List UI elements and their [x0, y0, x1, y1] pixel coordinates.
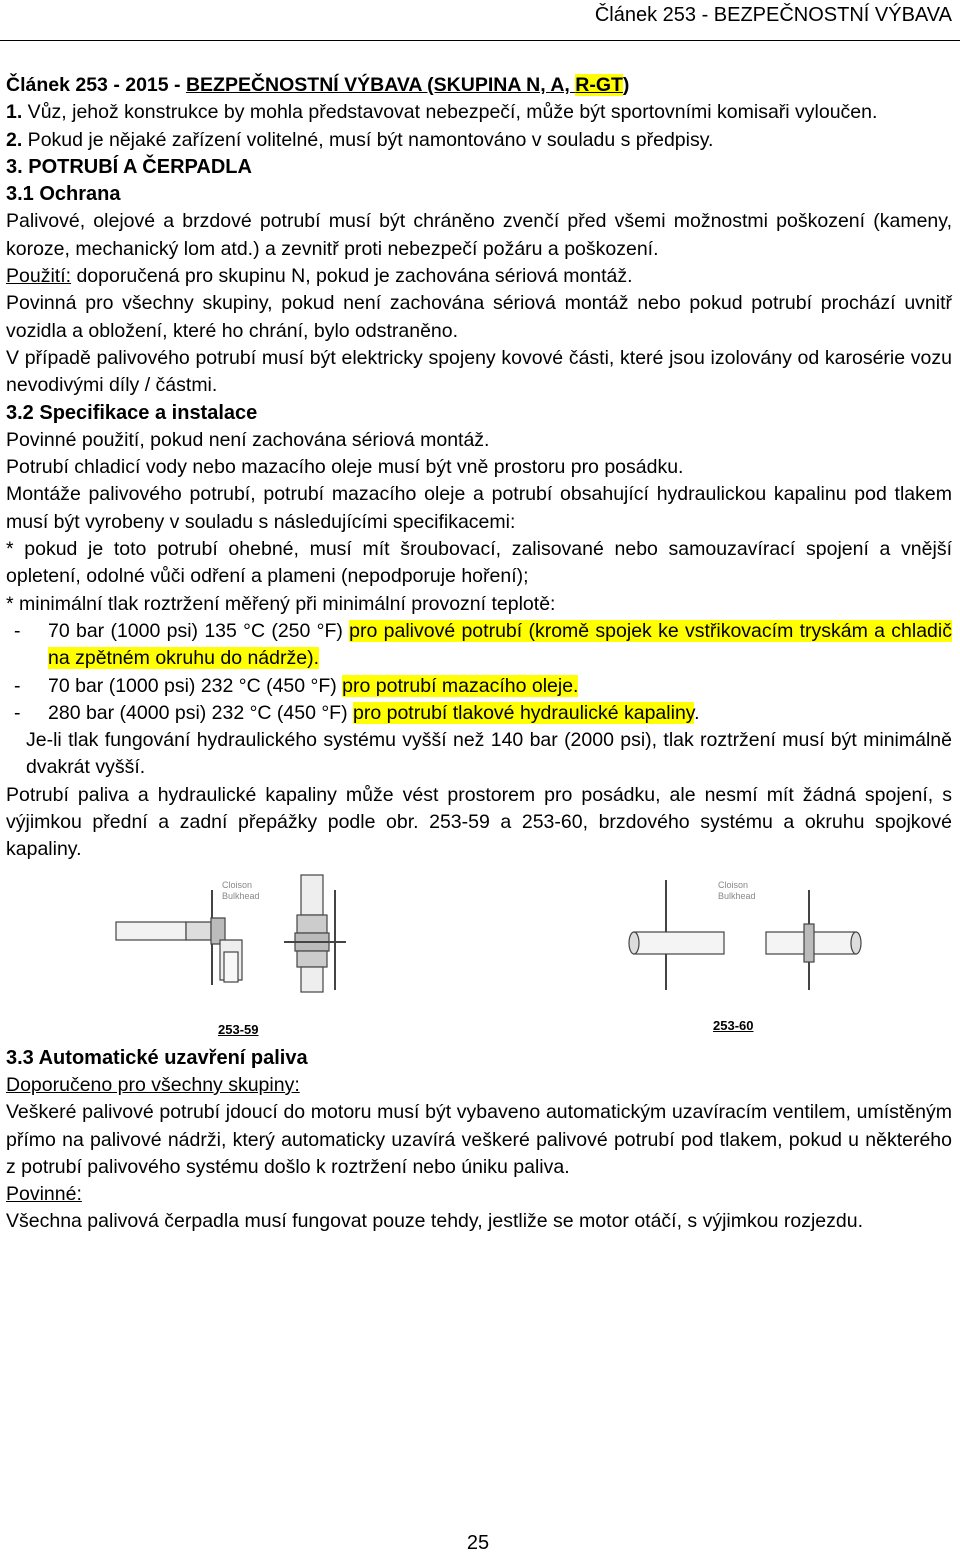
figures	[6, 870, 952, 1045]
section-3-1-para: Palivové, olejové a brzdové potrubí musí být chráněno zvenčí před všemi možnostmi poškození (kameny, koroze, mechanický lom atd.) a zevnitř proti nebezpečí požáru a poškození.	[6, 210, 952, 260]
figure-label-253-59: 253-59	[218, 1021, 259, 1037]
section-3-1-heading: 3.1 Ochrana	[6, 183, 121, 206]
fig1-cloison: Cloison	[222, 879, 253, 890]
dash-item-fuel: - 70 bar (1000 psi) 135 °C (250 °F) pro palivové potrubí (kromě spojek ke vstřikovacím tryskám a chladič na zpětném okruhu do nádrže).	[14, 619, 952, 670]
section-3-2-para-1: Povinné použití, pokud není zachována sériová montáž.	[6, 428, 490, 451]
section-3-2-para-3: Montáže palivového potrubí, potrubí mazacího oleje a potrubí obsahující hydraulickou kapalinu pod tlakem musí být vyrobeny v souladu s následujícími specifikacemi:	[6, 483, 952, 533]
fig2-bulkhead: Bulkhead	[718, 890, 756, 901]
bulkhead-diagrams	[6, 870, 952, 1045]
page-number: 25	[466, 1532, 490, 1554]
hydraulic-note: Je-li tlak fungování hydraulického systému vyšší než 140 bar (2000 psi), tlak roztržení musí být minimálně dvakrát vyšší.	[26, 729, 952, 779]
section-3-heading: 3. POTRUBÍ A ČERPADLA	[6, 155, 252, 178]
document-title: Článek 253 - 2015 - BEZPEČNOSTNÍ VÝBAVA (SKUPINA N, A, R-GT)	[6, 74, 630, 96]
section-3-3-para-2: Všechna palivová čerpadla musí fungovat pouze tehdy, jestliže se motor otáčí, s výjimkou rozjezdu.	[6, 1210, 863, 1233]
section-3-1-use: Použití: doporučená pro skupinu N, pokud je zachována sériová montáž.	[6, 265, 633, 288]
section-3-1-fuel: V případě palivového potrubí musí být elektricky spojeny kovové části, které jsou izolovány od karosérie vozu nevodivými díly / částmi.	[6, 346, 952, 397]
running-header: Článek 253 - BEZPEČNOSTNÍ VÝBAVA	[594, 4, 952, 26]
section-3-1-mandatory: Povinná pro všechny skupiny, pokud není zachována sériová montáž nebo pokud potrubí prochází uvnitř vozidla a obložení, které ho chrání, bylo odstraněno.	[6, 292, 952, 342]
dash-item-hydraulic: - 280 bar (4000 psi) 232 °C (450 °F) pro potrubí tlakové hydraulické kapaliny.	[14, 701, 700, 724]
fig1-bulkhead: Bulkhead	[222, 890, 260, 901]
section-3-2-para-5: Potrubí paliva a hydraulické kapaliny může vést prostorem pro posádku, ale nesmí mít žádná spojení, s výjimkou přední a zadní přepážky podle obr. 253-59 a 253-60, brzdového systému a okruhu spojkové kapaliny.	[6, 783, 952, 861]
header-rule	[0, 40, 960, 41]
section-3-2-heading: 3.2 Specifikace a instalace	[6, 401, 258, 424]
rule-2: 2. Pokud je nějaké zařízení volitelné, musí být namontováno v souladu s předpisy.	[6, 128, 714, 151]
figure-label-253-60: 253-60	[713, 1017, 754, 1033]
section-3-3-para-1: Veškeré palivové potrubí jdoucí do motoru musí být vybaveno automatickým uzavíracím ventilem, umístěným přímo na palivové nádrži, který automaticky uzavírá veškeré palivové potrubí pod tlakem, pokud u některého z potrubí palivového systému došlo k roztržení nebo úniku paliva.	[6, 1101, 952, 1178]
section-3-2-para-2: Potrubí chladicí vody nebo mazacího oleje musí být vně prostoru pro posádku.	[6, 456, 684, 479]
mandatory-label: Povinné:	[6, 1183, 82, 1206]
dash-item-oil: - 70 bar (1000 psi) 232 °C (450 °F) pro potrubí mazacího oleje.	[14, 674, 579, 697]
bullet-flexible: * pokud je toto potrubí ohebné, musí mít šroubovací, zalisované nebo samouzavírací spojení a vnější opletení, odolné vůči odření a plameni (nepodporuje hoření);	[6, 538, 952, 588]
document-body	[6, 72, 952, 1236]
fig2-cloison: Cloison	[718, 879, 749, 890]
recommended-label: Doporučeno pro všechny skupiny:	[6, 1073, 300, 1096]
section-3-3-heading: 3.3 Automatické uzavření paliva	[6, 1046, 308, 1069]
bullet-pressure: * minimální tlak roztržení měřený při minimální provozní teplotě:	[6, 592, 556, 615]
rule-1: 1. Vůz, jehož konstrukce by mohla představovat nebezpečí, může být sportovními komisaři vyloučen.	[6, 101, 878, 124]
